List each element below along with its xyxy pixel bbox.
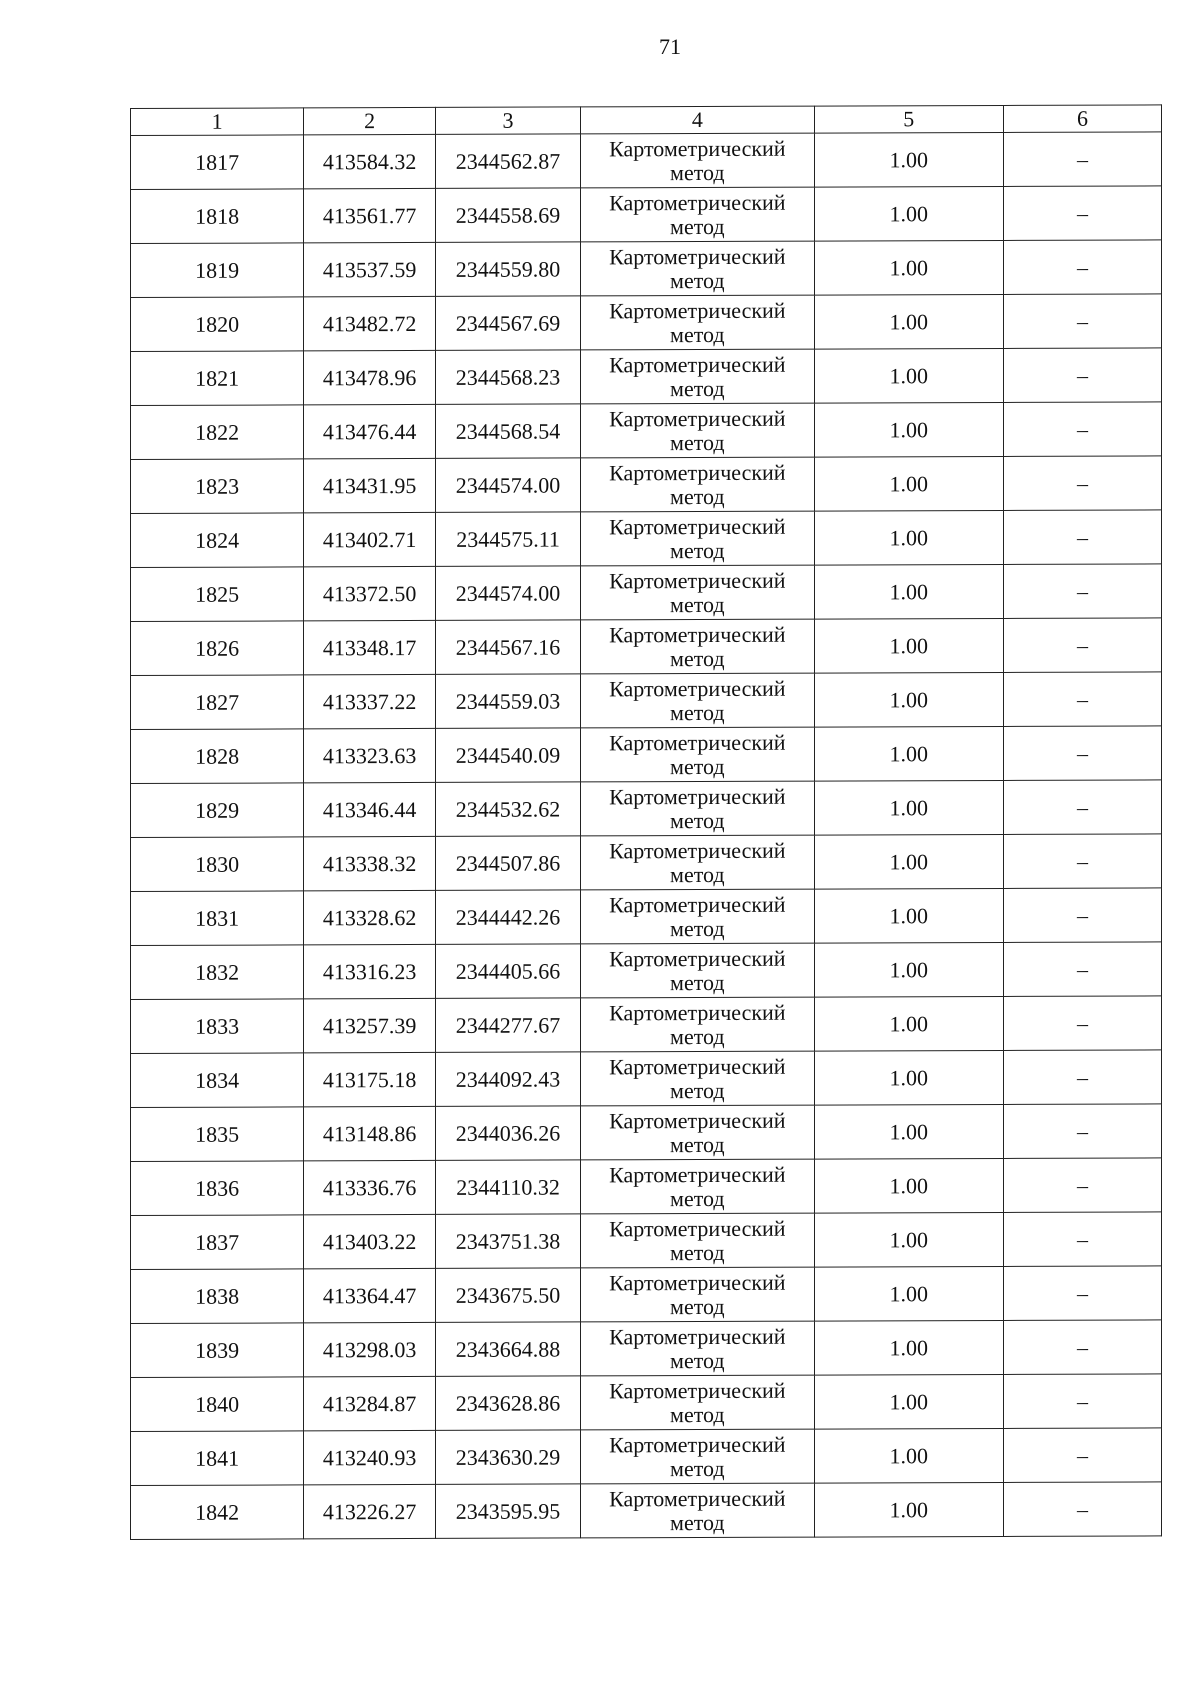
method-line-1: Картометрический bbox=[609, 945, 786, 971]
x-coordinate-cell: 413328.62 bbox=[304, 890, 436, 944]
x-coordinate-cell: 413148.86 bbox=[304, 1106, 436, 1160]
point-number-cell: 1836 bbox=[131, 1161, 304, 1216]
method-line-2: метод bbox=[670, 915, 725, 941]
x-coordinate-cell: 413226.27 bbox=[304, 1484, 436, 1538]
table-row bbox=[131, 1482, 1162, 1540]
method-line-2: метод bbox=[670, 375, 725, 401]
accuracy-cell: 1.00 bbox=[814, 132, 1003, 187]
note-cell: – bbox=[1003, 942, 1161, 997]
note-cell: – bbox=[1003, 672, 1161, 727]
y-coordinate-cell: 2344568.54 bbox=[436, 404, 581, 459]
table-row bbox=[131, 564, 1162, 622]
note-cell: – bbox=[1003, 186, 1161, 241]
y-coordinate-cell: 2344575.11 bbox=[436, 512, 581, 567]
coordinates-table bbox=[130, 104, 1162, 1540]
note-cell: – bbox=[1003, 888, 1161, 943]
y-coordinate-cell: 2344567.69 bbox=[436, 296, 581, 351]
table-row bbox=[131, 456, 1162, 514]
note-cell: – bbox=[1003, 726, 1161, 781]
table-row bbox=[131, 402, 1162, 460]
method-line-1: Картометрический bbox=[609, 567, 786, 593]
method-cell bbox=[581, 511, 815, 566]
method-line-2: метод bbox=[670, 1077, 725, 1103]
note-cell: – bbox=[1003, 1104, 1161, 1159]
note-cell: – bbox=[1003, 1266, 1161, 1321]
header-col-3: 3 bbox=[436, 107, 581, 135]
y-coordinate-cell: 2343630.29 bbox=[436, 1430, 581, 1485]
table-row bbox=[131, 1050, 1162, 1108]
method-line-1: Картометрический bbox=[609, 675, 786, 701]
method-line-1: Картометрический bbox=[609, 1377, 786, 1403]
method-line-2: метод bbox=[670, 483, 725, 509]
y-coordinate-cell: 2344562.87 bbox=[436, 134, 581, 189]
point-number-cell: 1840 bbox=[131, 1377, 304, 1432]
point-number-cell: 1822 bbox=[131, 405, 304, 460]
y-coordinate-cell: 2344540.09 bbox=[436, 728, 581, 783]
method-cell bbox=[581, 1429, 815, 1484]
method-line-1: Картометрический bbox=[609, 1215, 786, 1241]
method-line-2: метод bbox=[670, 1023, 725, 1049]
method-cell bbox=[581, 565, 815, 620]
table-row bbox=[131, 942, 1162, 1000]
table-header bbox=[131, 105, 1162, 136]
y-coordinate-cell: 2344277.67 bbox=[436, 998, 581, 1053]
x-coordinate-cell: 413337.22 bbox=[304, 674, 436, 728]
note-cell: – bbox=[1003, 1320, 1161, 1375]
method-cell bbox=[581, 1321, 815, 1376]
accuracy-cell: 1.00 bbox=[814, 564, 1003, 619]
note-cell: – bbox=[1003, 1374, 1161, 1429]
table-row bbox=[131, 132, 1162, 190]
accuracy-cell: 1.00 bbox=[814, 186, 1003, 241]
accuracy-cell: 1.00 bbox=[814, 1266, 1003, 1321]
accuracy-cell: 1.00 bbox=[814, 1158, 1003, 1213]
method-cell bbox=[581, 241, 815, 296]
method-line-1: Картометрический bbox=[609, 243, 786, 269]
table-row bbox=[131, 996, 1162, 1054]
table-row bbox=[131, 1158, 1162, 1216]
method-line-1: Картометрический bbox=[609, 783, 786, 809]
method-line-2: метод bbox=[670, 1509, 725, 1535]
method-cell bbox=[581, 133, 815, 188]
accuracy-cell: 1.00 bbox=[814, 618, 1003, 673]
table-body bbox=[131, 132, 1162, 1540]
method-line-1: Картометрический bbox=[609, 837, 786, 863]
y-coordinate-cell: 2344442.26 bbox=[436, 890, 581, 945]
note-cell: – bbox=[1003, 1428, 1161, 1483]
y-coordinate-cell: 2344092.43 bbox=[436, 1052, 581, 1107]
x-coordinate-cell: 413372.50 bbox=[304, 566, 436, 620]
accuracy-cell: 1.00 bbox=[814, 726, 1003, 781]
y-coordinate-cell: 2343664.88 bbox=[436, 1322, 581, 1377]
table-row bbox=[131, 1374, 1162, 1432]
x-coordinate-cell: 413537.59 bbox=[304, 242, 436, 296]
method-cell bbox=[581, 295, 815, 350]
note-cell: – bbox=[1003, 996, 1161, 1051]
x-coordinate-cell: 413402.71 bbox=[304, 512, 436, 566]
table-row bbox=[131, 240, 1162, 298]
table-row bbox=[131, 1266, 1162, 1324]
method-line-1: Картометрический bbox=[609, 1269, 786, 1295]
accuracy-cell: 1.00 bbox=[814, 1212, 1003, 1267]
y-coordinate-cell: 2344532.62 bbox=[436, 782, 581, 837]
method-line-2: метод bbox=[670, 537, 725, 563]
method-line-2: метод bbox=[670, 429, 725, 455]
x-coordinate-cell: 413175.18 bbox=[304, 1052, 436, 1106]
method-line-1: Картометрический bbox=[609, 729, 786, 755]
note-cell: – bbox=[1003, 240, 1161, 295]
method-cell bbox=[581, 835, 815, 890]
x-coordinate-cell: 413284.87 bbox=[304, 1376, 436, 1430]
point-number-cell: 1829 bbox=[131, 783, 304, 838]
note-cell: – bbox=[1003, 510, 1161, 565]
table-row bbox=[131, 1320, 1162, 1378]
method-cell bbox=[581, 889, 815, 944]
method-line-1: Картометрический bbox=[609, 891, 786, 917]
table-row bbox=[131, 1212, 1162, 1270]
point-number-cell: 1824 bbox=[131, 513, 304, 568]
method-cell bbox=[581, 403, 815, 458]
x-coordinate-cell: 413346.44 bbox=[304, 782, 436, 836]
x-coordinate-cell: 413336.76 bbox=[304, 1160, 436, 1214]
method-cell bbox=[581, 1213, 815, 1268]
method-line-2: метод bbox=[670, 1293, 725, 1319]
point-number-cell: 1830 bbox=[131, 837, 304, 892]
method-cell bbox=[581, 349, 815, 404]
table-row bbox=[131, 348, 1162, 406]
table-row bbox=[131, 834, 1162, 892]
point-number-cell: 1837 bbox=[131, 1215, 304, 1270]
point-number-cell: 1827 bbox=[131, 675, 304, 730]
accuracy-cell: 1.00 bbox=[814, 996, 1003, 1051]
note-cell: – bbox=[1003, 402, 1161, 457]
point-number-cell: 1831 bbox=[131, 891, 304, 946]
method-line-2: метод bbox=[670, 969, 725, 995]
method-line-1: Картометрический bbox=[609, 999, 786, 1025]
accuracy-cell: 1.00 bbox=[814, 672, 1003, 727]
y-coordinate-cell: 2344507.86 bbox=[436, 836, 581, 891]
point-number-cell: 1817 bbox=[131, 135, 304, 190]
point-number-cell: 1820 bbox=[131, 297, 304, 352]
method-cell bbox=[581, 1483, 815, 1538]
y-coordinate-cell: 2344110.32 bbox=[436, 1160, 581, 1215]
method-cell bbox=[581, 997, 815, 1052]
y-coordinate-cell: 2344036.26 bbox=[436, 1106, 581, 1161]
y-coordinate-cell: 2344574.00 bbox=[436, 566, 581, 621]
header-col-5: 5 bbox=[814, 105, 1003, 133]
accuracy-cell: 1.00 bbox=[814, 1482, 1003, 1537]
method-cell bbox=[581, 943, 815, 998]
method-line-1: Картометрический bbox=[609, 1323, 786, 1349]
table-row bbox=[131, 1104, 1162, 1162]
method-line-1: Картометрический bbox=[609, 135, 786, 161]
method-cell bbox=[581, 1267, 815, 1322]
method-cell bbox=[581, 187, 815, 242]
method-line-1: Картометрический bbox=[609, 1161, 786, 1187]
note-cell: – bbox=[1003, 294, 1161, 349]
accuracy-cell: 1.00 bbox=[814, 402, 1003, 457]
point-number-cell: 1838 bbox=[131, 1269, 304, 1324]
point-number-cell: 1823 bbox=[131, 459, 304, 514]
x-coordinate-cell: 413338.32 bbox=[304, 836, 436, 890]
method-line-1: Картометрический bbox=[609, 351, 786, 377]
table-row bbox=[131, 186, 1162, 244]
point-number-cell: 1819 bbox=[131, 243, 304, 298]
method-line-2: метод bbox=[670, 1239, 725, 1265]
header-col-2: 2 bbox=[304, 107, 436, 134]
y-coordinate-cell: 2344567.16 bbox=[436, 620, 581, 675]
method-line-1: Картометрический bbox=[609, 189, 786, 215]
note-cell: – bbox=[1003, 1158, 1161, 1213]
table-row bbox=[131, 1428, 1162, 1486]
table-row bbox=[131, 618, 1162, 676]
y-coordinate-cell: 2343595.95 bbox=[436, 1484, 581, 1539]
method-cell bbox=[581, 619, 815, 674]
page-number: 71 bbox=[659, 34, 681, 59]
method-line-1: Картометрический bbox=[609, 297, 786, 323]
x-coordinate-cell: 413478.96 bbox=[304, 350, 436, 404]
table-row bbox=[131, 888, 1162, 946]
x-coordinate-cell: 413584.32 bbox=[304, 134, 436, 188]
note-cell: – bbox=[1003, 1212, 1161, 1267]
method-line-2: метод bbox=[670, 1185, 725, 1211]
method-line-1: Картометрический bbox=[609, 1107, 786, 1133]
x-coordinate-cell: 413561.77 bbox=[304, 188, 436, 242]
x-coordinate-cell: 413403.22 bbox=[304, 1214, 436, 1268]
accuracy-cell: 1.00 bbox=[814, 1428, 1003, 1483]
point-number-cell: 1825 bbox=[131, 567, 304, 622]
accuracy-cell: 1.00 bbox=[814, 834, 1003, 889]
note-cell: – bbox=[1003, 132, 1161, 187]
x-coordinate-cell: 413348.17 bbox=[304, 620, 436, 674]
point-number-cell: 1842 bbox=[131, 1485, 304, 1540]
method-line-1: Картометрический bbox=[609, 1431, 786, 1457]
x-coordinate-cell: 413476.44 bbox=[304, 404, 436, 458]
point-number-cell: 1835 bbox=[131, 1107, 304, 1162]
accuracy-cell: 1.00 bbox=[814, 240, 1003, 295]
note-cell: – bbox=[1003, 618, 1161, 673]
table-row bbox=[131, 780, 1162, 838]
method-line-2: метод bbox=[670, 267, 725, 293]
method-line-1: Картометрический bbox=[609, 621, 786, 647]
method-line-2: метод bbox=[670, 807, 725, 833]
method-cell bbox=[581, 1051, 815, 1106]
x-coordinate-cell: 413316.23 bbox=[304, 944, 436, 998]
accuracy-cell: 1.00 bbox=[814, 510, 1003, 565]
accuracy-cell: 1.00 bbox=[814, 456, 1003, 511]
point-number-cell: 1841 bbox=[131, 1431, 304, 1486]
header-col-6: 6 bbox=[1003, 105, 1161, 133]
method-line-2: метод bbox=[670, 1455, 725, 1481]
method-line-2: метод bbox=[670, 1401, 725, 1427]
method-line-2: метод bbox=[670, 159, 725, 185]
method-line-1: Картометрический bbox=[609, 405, 786, 431]
y-coordinate-cell: 2343675.50 bbox=[436, 1268, 581, 1323]
table-row bbox=[131, 294, 1162, 352]
table-row bbox=[131, 672, 1162, 730]
accuracy-cell: 1.00 bbox=[814, 294, 1003, 349]
point-number-cell: 1833 bbox=[131, 999, 304, 1054]
point-number-cell: 1828 bbox=[131, 729, 304, 784]
accuracy-cell: 1.00 bbox=[814, 1374, 1003, 1429]
y-coordinate-cell: 2344568.23 bbox=[436, 350, 581, 405]
method-line-2: метод bbox=[670, 1131, 725, 1157]
y-coordinate-cell: 2344405.66 bbox=[436, 944, 581, 999]
table-row bbox=[131, 510, 1162, 568]
method-line-2: метод bbox=[670, 645, 725, 671]
y-coordinate-cell: 2344558.69 bbox=[436, 188, 581, 243]
method-line-2: метод bbox=[670, 213, 725, 239]
note-cell: – bbox=[1003, 1050, 1161, 1105]
method-line-1: Картометрический bbox=[609, 1053, 786, 1079]
y-coordinate-cell: 2344574.00 bbox=[436, 458, 581, 513]
point-number-cell: 1818 bbox=[131, 189, 304, 244]
accuracy-cell: 1.00 bbox=[814, 348, 1003, 403]
x-coordinate-cell: 413257.39 bbox=[304, 998, 436, 1052]
method-line-2: метод bbox=[670, 321, 725, 347]
accuracy-cell: 1.00 bbox=[814, 780, 1003, 835]
note-cell: – bbox=[1003, 456, 1161, 511]
method-line-1: Картометрический bbox=[609, 513, 786, 539]
method-line-1: Картометрический bbox=[609, 1485, 786, 1511]
note-cell: – bbox=[1003, 1482, 1161, 1537]
point-number-cell: 1821 bbox=[131, 351, 304, 406]
method-cell bbox=[581, 1159, 815, 1214]
point-number-cell: 1832 bbox=[131, 945, 304, 1000]
x-coordinate-cell: 413431.95 bbox=[304, 458, 436, 512]
y-coordinate-cell: 2343751.38 bbox=[436, 1214, 581, 1269]
header-row bbox=[131, 105, 1162, 136]
header-col-1: 1 bbox=[131, 108, 304, 136]
method-cell bbox=[581, 727, 815, 782]
method-line-2: метод bbox=[670, 861, 725, 887]
method-cell bbox=[581, 457, 815, 512]
method-line-2: метод bbox=[670, 1347, 725, 1373]
x-coordinate-cell: 413323.63 bbox=[304, 728, 436, 782]
x-coordinate-cell: 413364.47 bbox=[304, 1268, 436, 1322]
note-cell: – bbox=[1003, 564, 1161, 619]
method-cell bbox=[581, 673, 815, 728]
x-coordinate-cell: 413482.72 bbox=[304, 296, 436, 350]
point-number-cell: 1834 bbox=[131, 1053, 304, 1108]
note-cell: – bbox=[1003, 834, 1161, 889]
method-cell bbox=[581, 781, 815, 836]
method-cell bbox=[581, 1105, 815, 1160]
accuracy-cell: 1.00 bbox=[814, 888, 1003, 943]
point-number-cell: 1839 bbox=[131, 1323, 304, 1378]
accuracy-cell: 1.00 bbox=[814, 1320, 1003, 1375]
y-coordinate-cell: 2344559.03 bbox=[436, 674, 581, 729]
method-cell bbox=[581, 1375, 815, 1430]
header-col-4: 4 bbox=[581, 106, 815, 134]
note-cell: – bbox=[1003, 780, 1161, 835]
y-coordinate-cell: 2344559.80 bbox=[436, 242, 581, 297]
x-coordinate-cell: 413298.03 bbox=[304, 1322, 436, 1376]
y-coordinate-cell: 2343628.86 bbox=[436, 1376, 581, 1431]
table-row bbox=[131, 726, 1162, 784]
method-line-2: метод bbox=[670, 591, 725, 617]
note-cell: – bbox=[1003, 348, 1161, 403]
accuracy-cell: 1.00 bbox=[814, 1104, 1003, 1159]
point-number-cell: 1826 bbox=[131, 621, 304, 676]
method-line-1: Картометрический bbox=[609, 459, 786, 485]
method-line-2: метод bbox=[670, 753, 725, 779]
method-line-2: метод bbox=[670, 699, 725, 725]
accuracy-cell: 1.00 bbox=[814, 1050, 1003, 1105]
accuracy-cell: 1.00 bbox=[814, 942, 1003, 997]
x-coordinate-cell: 413240.93 bbox=[304, 1430, 436, 1484]
